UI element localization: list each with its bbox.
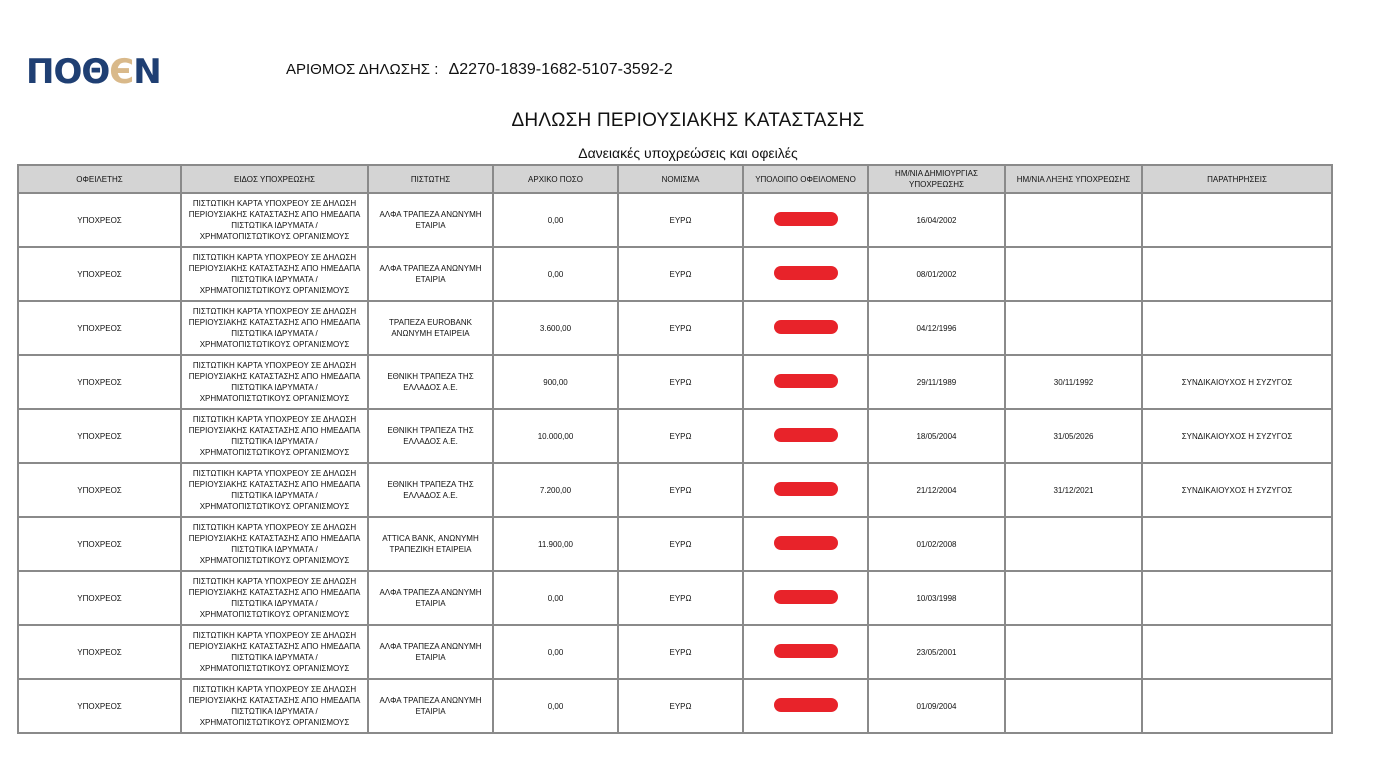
page-title: ΔΗΛΩΣΗ ΠΕΡΙΟΥΣΙΑΚΗΣ ΚΑΤΑΣΤΑΣΗΣ (511, 110, 865, 131)
expiry-date-cell (1005, 625, 1142, 679)
notes-cell (1142, 679, 1332, 733)
table-row (18, 247, 1332, 301)
notes-cell (1142, 193, 1332, 247)
expiry-date-cell: 31/05/2026 (1005, 409, 1142, 463)
balance-due-cell (743, 571, 868, 625)
notes-cell (1142, 301, 1332, 355)
creation-date-cell: 23/05/2001 (868, 625, 1005, 679)
expiry-date-cell (1005, 301, 1142, 355)
creation-date-cell: 10/03/1998 (868, 571, 1005, 625)
creditor-cell: ΑΛΦΑ ΤΡΑΠΕΖΑ ΑΝΩΝΥΜΗ ΕΤΑΙΡΙΑ (368, 247, 493, 301)
table-body (18, 193, 1332, 733)
expiry-date-cell (1005, 571, 1142, 625)
initial-amount-cell: 3.600,00 (493, 301, 618, 355)
table-row (18, 463, 1332, 517)
debtor-cell: ΥΠΟΧΡΕΟΣ (18, 355, 181, 409)
obligation-type-cell: ΠΙΣΤΩΤΙΚΗ ΚΑΡΤΑ ΥΠΟΧΡΕΟΥ ΣΕ ΔΗΛΩΣΗ ΠΕΡΙΟΥΣΙΑΚΗΣ ΚΑΤΑΣΤΑΣΗΣ ΑΠΟ ΗΜΕΔΑΠΑ ΠΙΣΤΩΤΙΚΑ ΙΔΡΥΜΑΤΑ / ΧΡΗΜΑΤΟΠΙΣΤΩΤΙΚΟΥΣ ΟΡΓΑΝΙΣΜΟΥΣ (181, 571, 368, 625)
balance-due-cell (743, 679, 868, 733)
creation-date-cell: 18/05/2004 (868, 409, 1005, 463)
expiry-date-cell: 30/11/1992 (1005, 355, 1142, 409)
currency-cell: ΕΥΡΩ (618, 409, 743, 463)
initial-amount-cell: 0,00 (493, 193, 618, 247)
currency-cell: ΕΥΡΩ (618, 679, 743, 733)
currency-cell: ΕΥΡΩ (618, 355, 743, 409)
obligation-type-cell: ΠΙΣΤΩΤΙΚΗ ΚΑΡΤΑ ΥΠΟΧΡΕΟΥ ΣΕ ΔΗΛΩΣΗ ΠΕΡΙΟΥΣΙΑΚΗΣ ΚΑΤΑΣΤΑΣΗΣ ΑΠΟ ΗΜΕΔΑΠΑ ΠΙΣΤΩΤΙΚΑ ΙΔΡΥΜΑΤΑ / ΧΡΗΜΑΤΟΠΙΣΤΩΤΙΚΟΥΣ ΟΡΓΑΝΙΣΜΟΥΣ (181, 517, 368, 571)
initial-amount-cell: 10.000,00 (493, 409, 618, 463)
header-debtor: ΟΦΕΙΛΕΤΗΣ (18, 165, 181, 193)
declaration-label: ΑΡΙΘΜΟΣ ΔΗΛΩΣΗΣ : (286, 61, 439, 78)
creation-date-cell: 04/12/1996 (868, 301, 1005, 355)
obligation-type-cell: ΠΙΣΤΩΤΙΚΗ ΚΑΡΤΑ ΥΠΟΧΡΕΟΥ ΣΕ ΔΗΛΩΣΗ ΠΕΡΙΟΥΣΙΑΚΗΣ ΚΑΤΑΣΤΑΣΗΣ ΑΠΟ ΗΜΕΔΑΠΑ ΠΙΣΤΩΤΙΚΑ ΙΔΡΥΜΑΤΑ / ΧΡΗΜΑΤΟΠΙΣΤΩΤΙΚΟΥΣ ΟΡΓΑΝΙΣΜΟΥΣ (181, 463, 368, 517)
declaration-number: Δ2270-1839-1682-5107-3592-2 (448, 61, 673, 78)
debtor-cell: ΥΠΟΧΡΕΟΣ (18, 193, 181, 247)
header-creditor: ΠΙΣΤΩΤΗΣ (368, 165, 493, 193)
debtor-cell: ΥΠΟΧΡΕΟΣ (18, 301, 181, 355)
obligation-type-cell: ΠΙΣΤΩΤΙΚΗ ΚΑΡΤΑ ΥΠΟΧΡΕΟΥ ΣΕ ΔΗΛΩΣΗ ΠΕΡΙΟΥΣΙΑΚΗΣ ΚΑΤΑΣΤΑΣΗΣ ΑΠΟ ΗΜΕΔΑΠΑ ΠΙΣΤΩΤΙΚΑ ΙΔΡΥΜΑΤΑ / ΧΡΗΜΑΤΟΠΙΣΤΩΤΙΚΟΥΣ ΟΡΓΑΝΙΣΜΟΥΣ (181, 355, 368, 409)
obligation-type-cell: ΠΙΣΤΩΤΙΚΗ ΚΑΡΤΑ ΥΠΟΧΡΕΟΥ ΣΕ ΔΗΛΩΣΗ ΠΕΡΙΟΥΣΙΑΚΗΣ ΚΑΤΑΣΤΑΣΗΣ ΑΠΟ ΗΜΕΔΑΠΑ ΠΙΣΤΩΤΙΚΑ ΙΔΡΥΜΑΤΑ / ΧΡΗΜΑΤΟΠΙΣΤΩΤΙΚΟΥΣ ΟΡΓΑΝΙΣΜΟΥΣ (181, 247, 368, 301)
table-row (18, 355, 1332, 409)
debtor-cell: ΥΠΟΧΡΕΟΣ (18, 247, 181, 301)
currency-cell: ΕΥΡΩ (618, 571, 743, 625)
redaction-mark (774, 212, 838, 226)
obligation-type-cell: ΠΙΣΤΩΤΙΚΗ ΚΑΡΤΑ ΥΠΟΧΡΕΟΥ ΣΕ ΔΗΛΩΣΗ ΠΕΡΙΟΥΣΙΑΚΗΣ ΚΑΤΑΣΤΑΣΗΣ ΑΠΟ ΗΜΕΔΑΠΑ ΠΙΣΤΩΤΙΚΑ ΙΔΡΥΜΑΤΑ / ΧΡΗΜΑΤΟΠΙΣΤΩΤΙΚΟΥΣ ΟΡΓΑΝΙΣΜΟΥΣ (181, 625, 368, 679)
initial-amount-cell: 0,00 (493, 679, 618, 733)
table-row (18, 571, 1332, 625)
debtor-cell: ΥΠΟΧΡΕΟΣ (18, 679, 181, 733)
creation-date-cell: 01/09/2004 (868, 679, 1005, 733)
notes-cell: ΣΥΝΔΙΚΑΙΟΥΧΟΣ Η ΣΥΖΥΓΟΣ (1142, 355, 1332, 409)
redaction-mark (774, 320, 838, 334)
logo-text-main: ΠΟΘ (26, 52, 110, 92)
initial-amount-cell: 0,00 (493, 625, 618, 679)
debts-table (17, 164, 1333, 734)
logo-text-accent: Є (109, 52, 134, 92)
currency-cell: ΕΥΡΩ (618, 193, 743, 247)
notes-cell (1142, 625, 1332, 679)
balance-due-cell (743, 193, 868, 247)
creditor-cell: ΕΘΝΙΚΗ ΤΡΑΠΕΖΑ ΤΗΣ ΕΛΛΑΔΟΣ Α.Ε. (368, 463, 493, 517)
redaction-mark (774, 590, 838, 604)
expiry-date-cell (1005, 517, 1142, 571)
table-row (18, 679, 1332, 733)
initial-amount-cell: 900,00 (493, 355, 618, 409)
debtor-cell: ΥΠΟΧΡΕΟΣ (18, 463, 181, 517)
section-subtitle: Δανειακές υποχρεώσεις και οφειλές (578, 145, 798, 161)
creation-date-cell: 16/04/2002 (868, 193, 1005, 247)
creation-date-cell: 29/11/1989 (868, 355, 1005, 409)
redaction-mark (774, 374, 838, 388)
creditor-cell: ΤΡΑΠΕΖΑ EUROBANK ΑΝΩΝΥΜΗ ΕΤΑΙΡΕΙΑ (368, 301, 493, 355)
balance-due-cell (743, 409, 868, 463)
header-currency: ΝΟΜΙΣΜΑ (618, 165, 743, 193)
creation-date-cell: 21/12/2004 (868, 463, 1005, 517)
logo-text-end: Ν (133, 52, 161, 92)
table-row (18, 517, 1332, 571)
obligation-type-cell: ΠΙΣΤΩΤΙΚΗ ΚΑΡΤΑ ΥΠΟΧΡΕΟΥ ΣΕ ΔΗΛΩΣΗ ΠΕΡΙΟΥΣΙΑΚΗΣ ΚΑΤΑΣΤΑΣΗΣ ΑΠΟ ΗΜΕΔΑΠΑ ΠΙΣΤΩΤΙΚΑ ΙΔΡΥΜΑΤΑ / ΧΡΗΜΑΤΟΠΙΣΤΩΤΙΚΟΥΣ ΟΡΓΑΝΙΣΜΟΥΣ (181, 193, 368, 247)
creditor-cell: ΕΘΝΙΚΗ ΤΡΑΠΕΖΑ ΤΗΣ ΕΛΛΑΔΟΣ Α.Ε. (368, 409, 493, 463)
balance-due-cell (743, 301, 868, 355)
header-initial-amount: ΑΡΧΙΚΟ ΠΟΣΟ (493, 165, 618, 193)
expiry-date-cell (1005, 679, 1142, 733)
creditor-cell: ΕΘΝΙΚΗ ΤΡΑΠΕΖΑ ΤΗΣ ΕΛΛΑΔΟΣ Α.Ε. (368, 355, 493, 409)
logo (26, 52, 161, 92)
redaction-mark (774, 536, 838, 550)
balance-due-cell (743, 625, 868, 679)
balance-due-cell (743, 247, 868, 301)
currency-cell: ΕΥΡΩ (618, 463, 743, 517)
redaction-mark (774, 644, 838, 658)
balance-due-cell (743, 463, 868, 517)
redaction-mark (774, 698, 838, 712)
balance-due-cell (743, 355, 868, 409)
obligation-type-cell: ΠΙΣΤΩΤΙΚΗ ΚΑΡΤΑ ΥΠΟΧΡΕΟΥ ΣΕ ΔΗΛΩΣΗ ΠΕΡΙΟΥΣΙΑΚΗΣ ΚΑΤΑΣΤΑΣΗΣ ΑΠΟ ΗΜΕΔΑΠΑ ΠΙΣΤΩΤΙΚΑ ΙΔΡΥΜΑΤΑ / ΧΡΗΜΑΤΟΠΙΣΤΩΤΙΚΟΥΣ ΟΡΓΑΝΙΣΜΟΥΣ (181, 409, 368, 463)
currency-cell: ΕΥΡΩ (618, 247, 743, 301)
debtor-cell: ΥΠΟΧΡΕΟΣ (18, 571, 181, 625)
obligation-type-cell: ΠΙΣΤΩΤΙΚΗ ΚΑΡΤΑ ΥΠΟΧΡΕΟΥ ΣΕ ΔΗΛΩΣΗ ΠΕΡΙΟΥΣΙΑΚΗΣ ΚΑΤΑΣΤΑΣΗΣ ΑΠΟ ΗΜΕΔΑΠΑ ΠΙΣΤΩΤΙΚΑ ΙΔΡΥΜΑΤΑ / ΧΡΗΜΑΤΟΠΙΣΤΩΤΙΚΟΥΣ ΟΡΓΑΝΙΣΜΟΥΣ (181, 679, 368, 733)
table-row (18, 193, 1332, 247)
initial-amount-cell: 0,00 (493, 571, 618, 625)
header-expiry-date: ΗΜ/ΝΙΑ ΛΗΞΗΣ ΥΠΟΧΡΕΩΣΗΣ (1005, 165, 1142, 193)
creditor-cell: ΑΛΦΑ ΤΡΑΠΕΖΑ ΑΝΩΝΥΜΗ ΕΤΑΙΡΙΑ (368, 679, 493, 733)
debtor-cell: ΥΠΟΧΡΕΟΣ (18, 625, 181, 679)
debtor-cell: ΥΠΟΧΡΕΟΣ (18, 409, 181, 463)
notes-cell: ΣΥΝΔΙΚΑΙΟΥΧΟΣ Η ΣΥΖΥΓΟΣ (1142, 463, 1332, 517)
expiry-date-cell: 31/12/2021 (1005, 463, 1142, 517)
expiry-date-cell (1005, 193, 1142, 247)
redaction-mark (774, 266, 838, 280)
expiry-date-cell (1005, 247, 1142, 301)
initial-amount-cell: 7.200,00 (493, 463, 618, 517)
creditor-cell: ΑΛΦΑ ΤΡΑΠΕΖΑ ΑΝΩΝΥΜΗ ΕΤΑΙΡΙΑ (368, 571, 493, 625)
creation-date-cell: 08/01/2002 (868, 247, 1005, 301)
table-row (18, 625, 1332, 679)
currency-cell: ΕΥΡΩ (618, 625, 743, 679)
initial-amount-cell: 11.900,00 (493, 517, 618, 571)
header-creation-date: ΗΜ/ΝΙΑ ΔΗΜΙΟΥΡΓΙΑΣ ΥΠΟΧΡΕΩΣΗΣ (868, 165, 1005, 193)
table-header-row (18, 165, 1332, 193)
header-balance-due: ΥΠΟΛΟΙΠΟ ΟΦΕΙΛΟΜΕΝΟ (743, 165, 868, 193)
initial-amount-cell: 0,00 (493, 247, 618, 301)
notes-cell (1142, 517, 1332, 571)
notes-cell: ΣΥΝΔΙΚΑΙΟΥΧΟΣ Η ΣΥΖΥΓΟΣ (1142, 409, 1332, 463)
currency-cell: ΕΥΡΩ (618, 517, 743, 571)
header-notes: ΠΑΡΑΤΗΡΗΣΕΙΣ (1142, 165, 1332, 193)
obligation-type-cell: ΠΙΣΤΩΤΙΚΗ ΚΑΡΤΑ ΥΠΟΧΡΕΟΥ ΣΕ ΔΗΛΩΣΗ ΠΕΡΙΟΥΣΙΑΚΗΣ ΚΑΤΑΣΤΑΣΗΣ ΑΠΟ ΗΜΕΔΑΠΑ ΠΙΣΤΩΤΙΚΑ ΙΔΡΥΜΑΤΑ / ΧΡΗΜΑΤΟΠΙΣΤΩΤΙΚΟΥΣ ΟΡΓΑΝΙΣΜΟΥΣ (181, 301, 368, 355)
declaration-line (286, 60, 673, 80)
creditor-cell: ΑΛΦΑ ΤΡΑΠΕΖΑ ΑΝΩΝΥΜΗ ΕΤΑΙΡΙΑ (368, 193, 493, 247)
debtor-cell: ΥΠΟΧΡΕΟΣ (18, 517, 181, 571)
table-row (18, 409, 1332, 463)
header-obligation-type: ΕΙΔΟΣ ΥΠΟΧΡΕΩΣΗΣ (181, 165, 368, 193)
creation-date-cell: 01/02/2008 (868, 517, 1005, 571)
balance-due-cell (743, 517, 868, 571)
redaction-mark (774, 428, 838, 442)
table-row (18, 301, 1332, 355)
currency-cell: ΕΥΡΩ (618, 301, 743, 355)
creditor-cell: ATTICA BANK, ΑΝΩΝΥΜΗ ΤΡΑΠΕΖΙΚΗ ΕΤΑΙΡΕΙΑ (368, 517, 493, 571)
notes-cell (1142, 247, 1332, 301)
creditor-cell: ΑΛΦΑ ΤΡΑΠΕΖΑ ΑΝΩΝΥΜΗ ΕΤΑΙΡΙΑ (368, 625, 493, 679)
redaction-mark (774, 482, 838, 496)
notes-cell (1142, 571, 1332, 625)
